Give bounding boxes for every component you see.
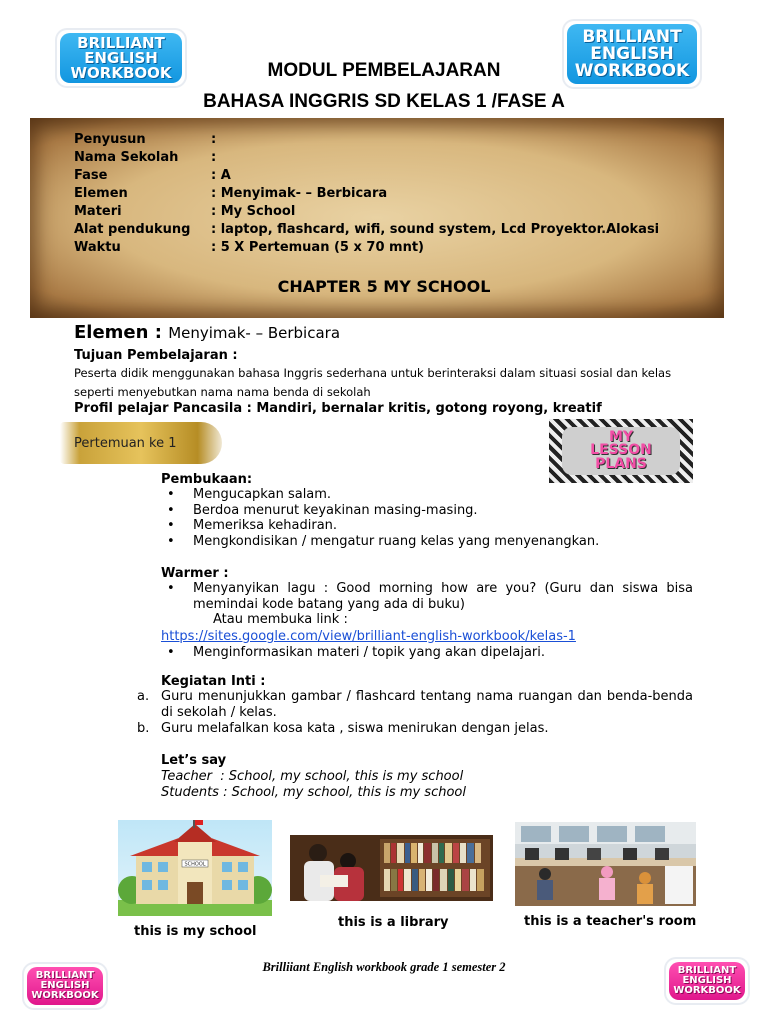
elemen-sep: : bbox=[148, 322, 169, 343]
footer-text: Brilliiant English workbook grade 1 semester 2 bbox=[262, 960, 506, 974]
page-subtitle: BAHASA INGGRIS SD KELAS 1 /FASE A bbox=[203, 91, 565, 112]
meta-value: : A bbox=[211, 168, 231, 183]
pertemuan-label: Pertemuan ke 1 bbox=[74, 435, 177, 451]
caption-library: this is a library bbox=[338, 915, 449, 930]
list-marker: a. bbox=[137, 689, 150, 704]
caption-teacher-room: this is a teacher's room bbox=[524, 914, 697, 929]
logo-line1: BRILLIANT bbox=[677, 965, 737, 976]
list-item: • Menyanyikan lagu : Good morning how are you? (Guru dan siswa bisa memindai kode batang yang ada di buku) bbox=[161, 581, 693, 612]
logo-line1: BRILLIANT bbox=[582, 26, 682, 47]
song-link[interactable]: https://sites.google.com/view/brilliant-english-workbook/kelas-1 bbox=[161, 628, 576, 644]
teacher-room-photo bbox=[515, 822, 696, 906]
list-marker: b. bbox=[137, 721, 150, 736]
logo-line3: WORKBOOK bbox=[673, 985, 741, 996]
lets-say-heading: Let’s say bbox=[161, 753, 227, 768]
caption-school: this is my school bbox=[134, 924, 257, 939]
brand-logo-bottom-left bbox=[22, 962, 108, 1010]
meta-row-penyusun bbox=[74, 132, 216, 147]
list-text: Guru melafalkan kosa kata , siswa menirukan dengan jelas. bbox=[161, 721, 549, 736]
lesson-line1: MY bbox=[608, 429, 634, 446]
meta-label: Alat pendukung bbox=[74, 222, 191, 237]
brand-logo-bottom-right bbox=[664, 957, 750, 1005]
logo-line3: WORKBOOK bbox=[31, 990, 99, 1001]
list-item: • Menginformasikan materi / topik yang akan dipelajari. bbox=[161, 645, 693, 661]
list-text: Guru menunjukkan gambar / flashcard tentang nama ruangan dan benda-benda di sekolah / kelas. bbox=[161, 689, 693, 720]
chapter-title: CHAPTER 5 MY SCHOOL bbox=[277, 277, 491, 296]
list-item: • Memeriksa kehadiran. bbox=[161, 518, 697, 534]
meta-label: Fase bbox=[74, 168, 108, 183]
lesson-line3: PLANS bbox=[595, 455, 647, 472]
lets-say-section bbox=[161, 753, 693, 801]
meta-value: : bbox=[211, 132, 217, 147]
pembukaan-section bbox=[161, 472, 697, 549]
elemen-value: Menyimak- – Berbicara bbox=[168, 324, 341, 342]
meta-value: : Menyimak- – Berbicara bbox=[211, 186, 388, 201]
meta-value: : My School bbox=[211, 204, 296, 219]
list-item: • Mengkondisikan / mengatur ruang kelas yang menyenangkan. bbox=[161, 534, 697, 550]
meta-label: Penyusun bbox=[74, 132, 146, 147]
logo-line1: BRILLIANT bbox=[35, 970, 95, 981]
lets-say-teacher: Teacher : School, my school, this is my school bbox=[161, 769, 464, 784]
pembukaan-heading: Pembukaan: bbox=[161, 472, 253, 487]
meta-label: Waktu bbox=[74, 240, 121, 255]
meta-value: : 5 X Pertemuan (5 x 70 mnt) bbox=[211, 240, 424, 255]
logo-line2: ENGLISH bbox=[682, 975, 732, 986]
list-item: • Mengucapkan salam. bbox=[161, 487, 697, 503]
pertemuan-banner bbox=[60, 422, 222, 464]
lets-say-students: Students : School, my school, this is my school bbox=[161, 785, 466, 800]
profil-pancasila: Profil pelajar Pancasila : Mandiri, bernalar kritis, gotong royong, kreatif bbox=[74, 401, 602, 416]
meta-row-nama-sekolah bbox=[74, 150, 216, 165]
school-illustration bbox=[118, 820, 272, 916]
list-item bbox=[137, 721, 693, 737]
warmer-alt: Atau membuka link : bbox=[213, 612, 348, 627]
meta-row-fase bbox=[74, 168, 231, 183]
warmer-heading: Warmer : bbox=[161, 566, 229, 581]
logo-line2: ENGLISH bbox=[40, 980, 90, 991]
meta-row-alat-pendukung bbox=[74, 222, 659, 237]
meta-row-waktu bbox=[74, 240, 424, 255]
lesson-line2: LESSON bbox=[590, 442, 652, 459]
logo-line2: ENGLISH bbox=[84, 48, 158, 67]
school-sign-text: SCHOOL bbox=[184, 861, 206, 868]
kegiatan-section bbox=[137, 674, 693, 737]
warmer-section bbox=[161, 566, 693, 660]
meta-row-materi bbox=[74, 204, 295, 219]
logo-line3: WORKBOOK bbox=[70, 63, 172, 82]
meta-value: : bbox=[211, 150, 217, 165]
meta-value: : laptop, flashcard, wifi, sound system, Lcd Proyektor.Alokasi bbox=[211, 222, 660, 237]
list-item: • Berdoa menurut keyakinan masing-masing. bbox=[161, 503, 697, 519]
tujuan-heading: Tujuan Pembelajaran : bbox=[74, 348, 238, 363]
list-item bbox=[137, 689, 693, 721]
page-title: MODUL PEMBELAJARAN bbox=[267, 60, 501, 81]
kegiatan-heading: Kegiatan Inti : bbox=[161, 674, 266, 689]
tujuan-text: Peserta didik menggunakan bahasa Inggris sederhana untuk berinteraksi dalam situasi sosial dan kelas seperti menyebutkan nama nama benda di sekolah bbox=[74, 366, 672, 399]
meta-label: Nama Sekolah bbox=[74, 150, 179, 165]
meta-label: Elemen bbox=[74, 186, 128, 201]
meta-label: Materi bbox=[74, 204, 122, 219]
logo-line1: BRILLIANT bbox=[77, 33, 165, 52]
elemen-line bbox=[74, 322, 340, 343]
elemen-label: Elemen bbox=[74, 322, 149, 343]
library-photo bbox=[290, 835, 493, 901]
logo-line2: ENGLISH bbox=[590, 43, 674, 64]
logo-line3: WORKBOOK bbox=[574, 60, 690, 81]
meta-row-elemen bbox=[74, 186, 387, 201]
